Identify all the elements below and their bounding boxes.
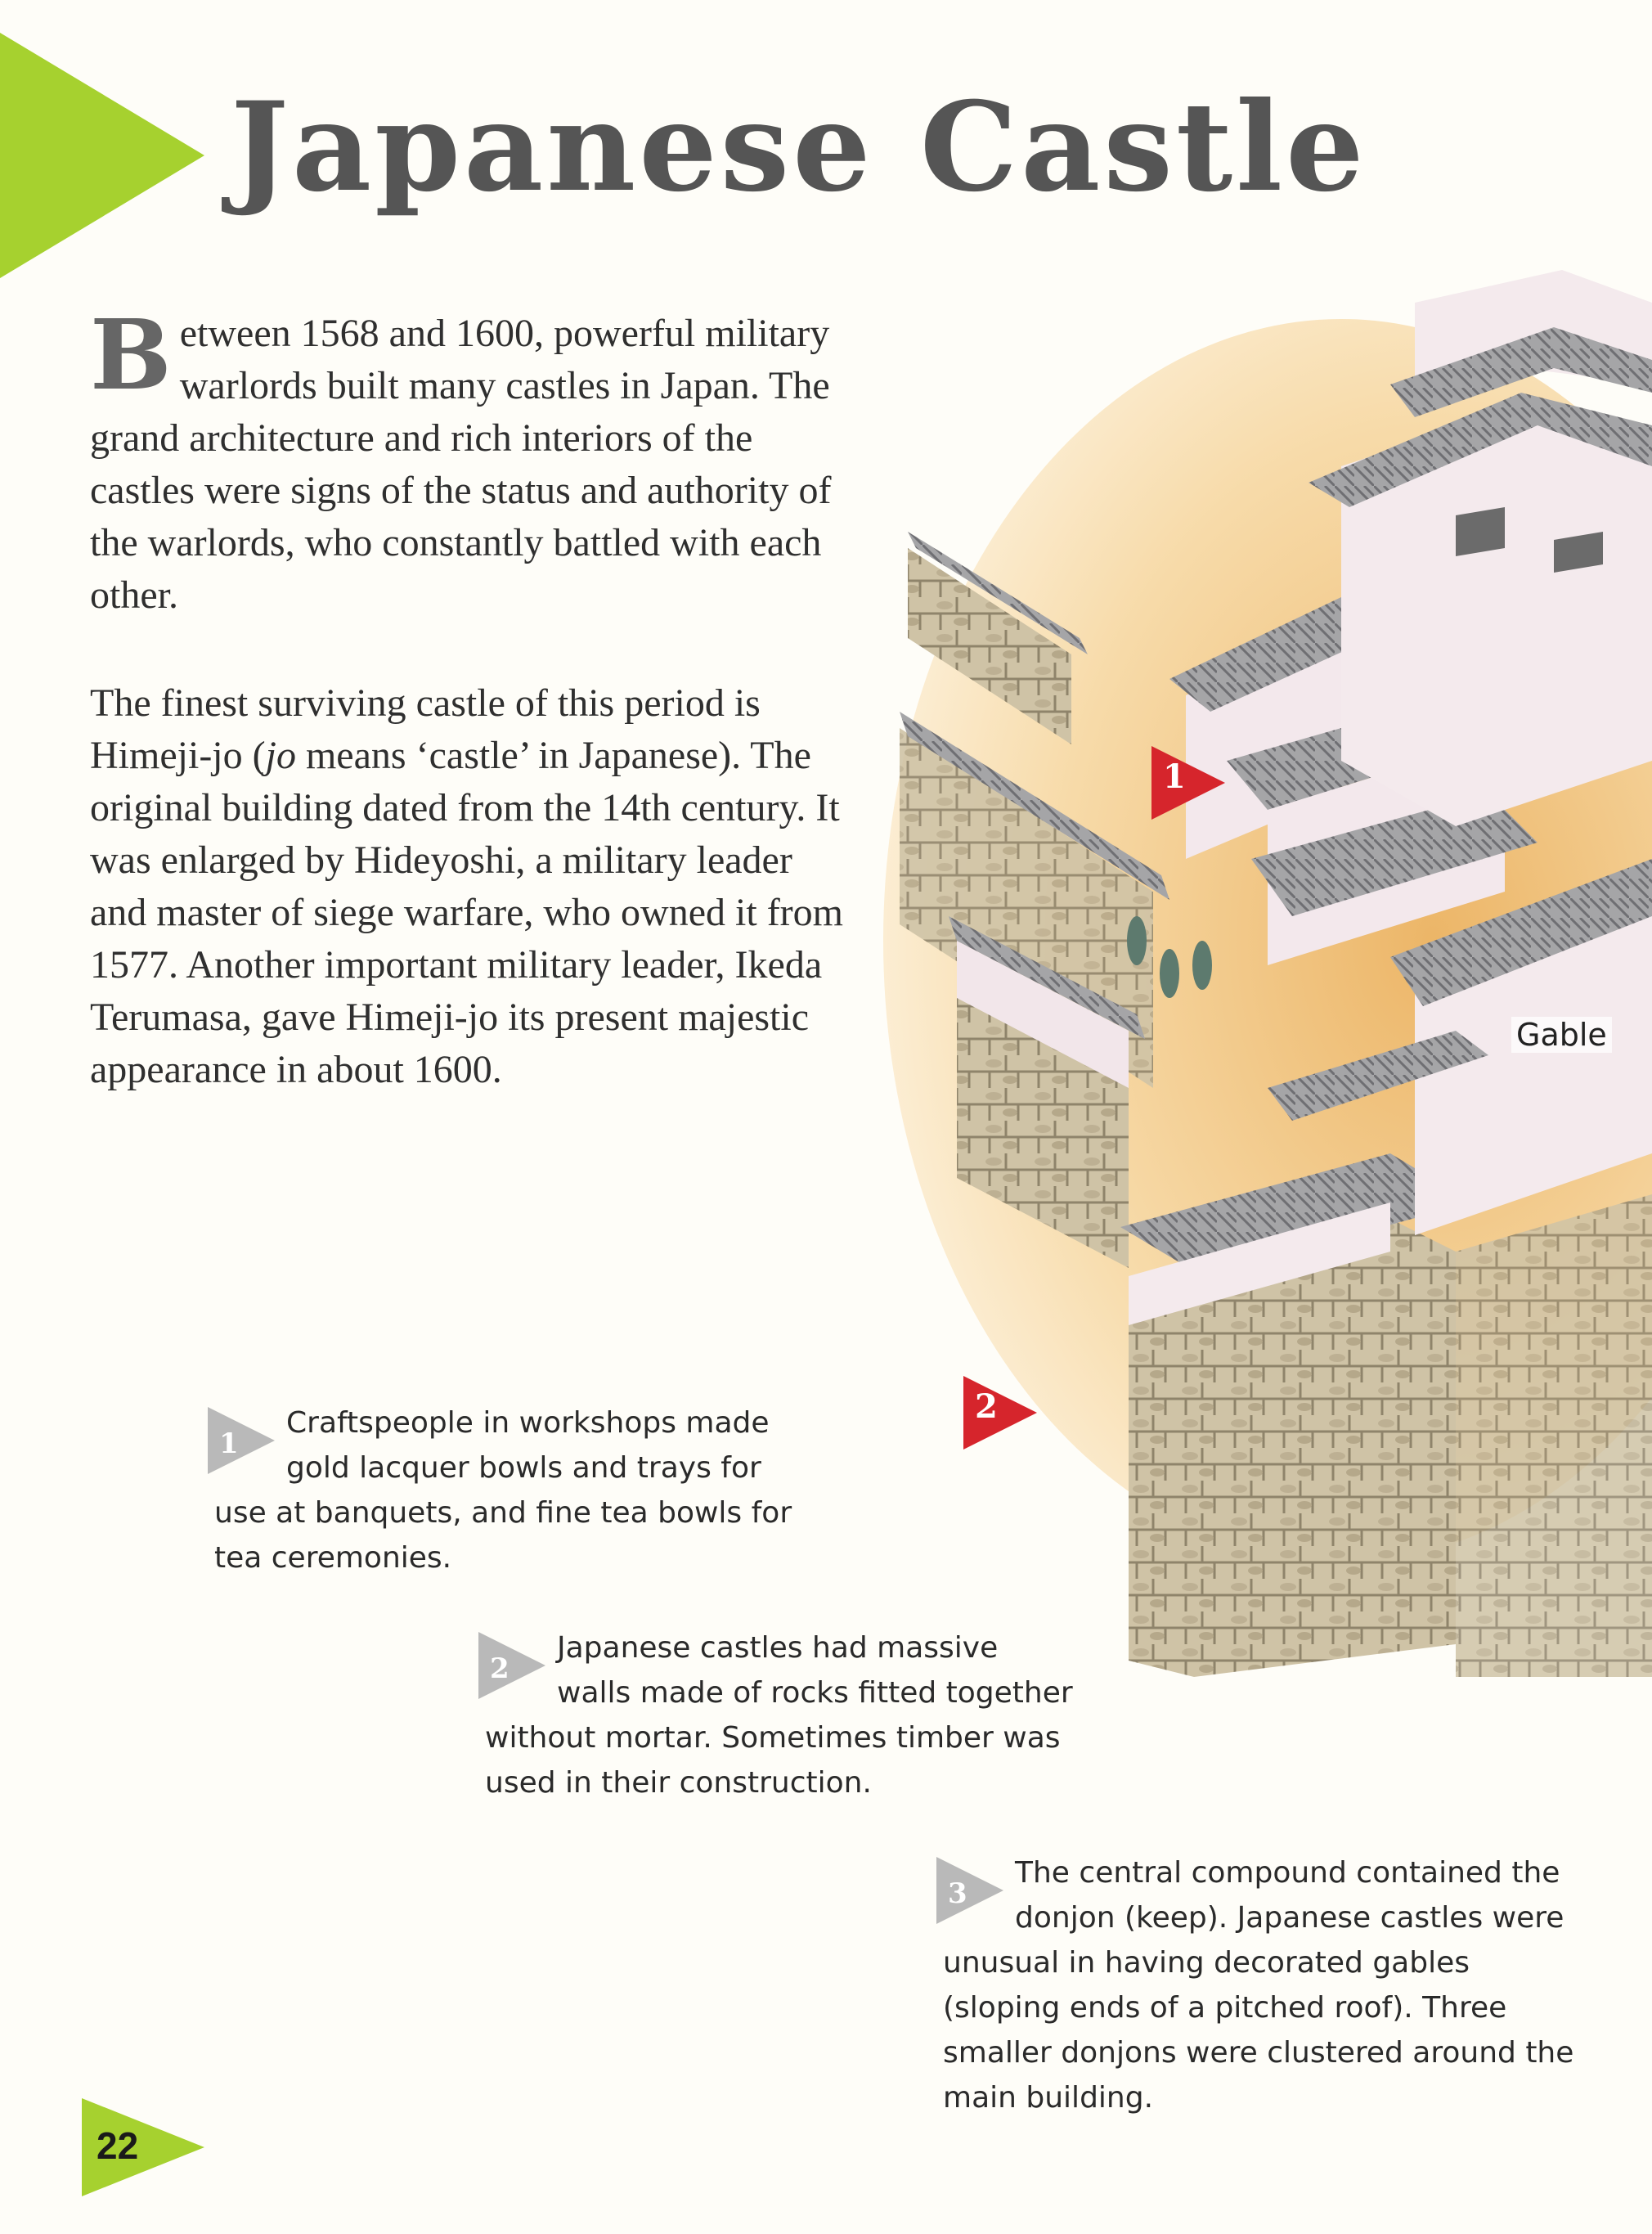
note-1-text: Craftspeople in workshops made gold lacquer bowls and trays for use at banquets, and fine tea bowls for tea ceremonies. [214,1406,792,1575]
intro-paragraph-1-text: etween 1568 and 1600, powerful military warlords built many castles in Japan. The grand architecture and rich interiors of the castles were signs of the status and authority of the warlords, who constantly battled with each other. [90,312,832,617]
marker-1 [1151,746,1225,820]
note-1-number: 1 [219,1427,239,1460]
drop-cap: B [90,298,172,411]
note-2-triangle-icon [478,1632,545,1699]
note-1-badge [208,1407,275,1474]
note-3-badge [936,1857,1003,1924]
note-3-number: 3 [948,1877,967,1910]
note-3-text: The central compound contained the donjon (keep). Japanese castles were unusual in having decorated gables (sloping ends of a pitched roof). Three smaller donjons were clustered around the main building. [943,1856,1574,2115]
note-1 [214,1400,803,1580]
intro-paragraph-1 [90,298,851,622]
page-number: 22 [97,2124,139,2167]
marker-1-number: 1 [1163,757,1186,796]
note-2-number: 2 [490,1652,510,1685]
note-1-triangle-icon [208,1407,275,1474]
intro-paragraph-2-text-a: The finest surviving castle of this period is Himeji-jo ( [90,681,761,777]
intro-paragraph-2-italic: jo [265,734,296,777]
page-title: Japanese Castle [231,75,1367,219]
intro-paragraph-2-text-b: means ‘castle’ in Japanese). The original building dated from the 14th century. It was enlarged by Hideyoshi, a military leader and master of siege warfare, who owned it from 1577. Another important military leader, Ikeda Terumasa, gave Himeji-jo its present majestic appearance in about 1600. [90,734,843,1091]
note-2-text: Japanese castles had massive walls made of rocks fitted together without mortar. Sometimes timber was used in their construction. [485,1631,1073,1800]
castle-illustration [883,270,1652,1677]
section-arrow-icon [0,33,213,278]
note-3 [943,1850,1581,2120]
marker-2 [963,1376,1037,1450]
marker-2-number: 2 [975,1387,998,1426]
note-3-triangle-icon [936,1857,1003,1924]
note-2-badge [478,1632,545,1699]
gable-label: Gable [1511,1017,1612,1053]
intro-paragraph-2 [90,677,851,1096]
note-2 [485,1625,1074,1805]
